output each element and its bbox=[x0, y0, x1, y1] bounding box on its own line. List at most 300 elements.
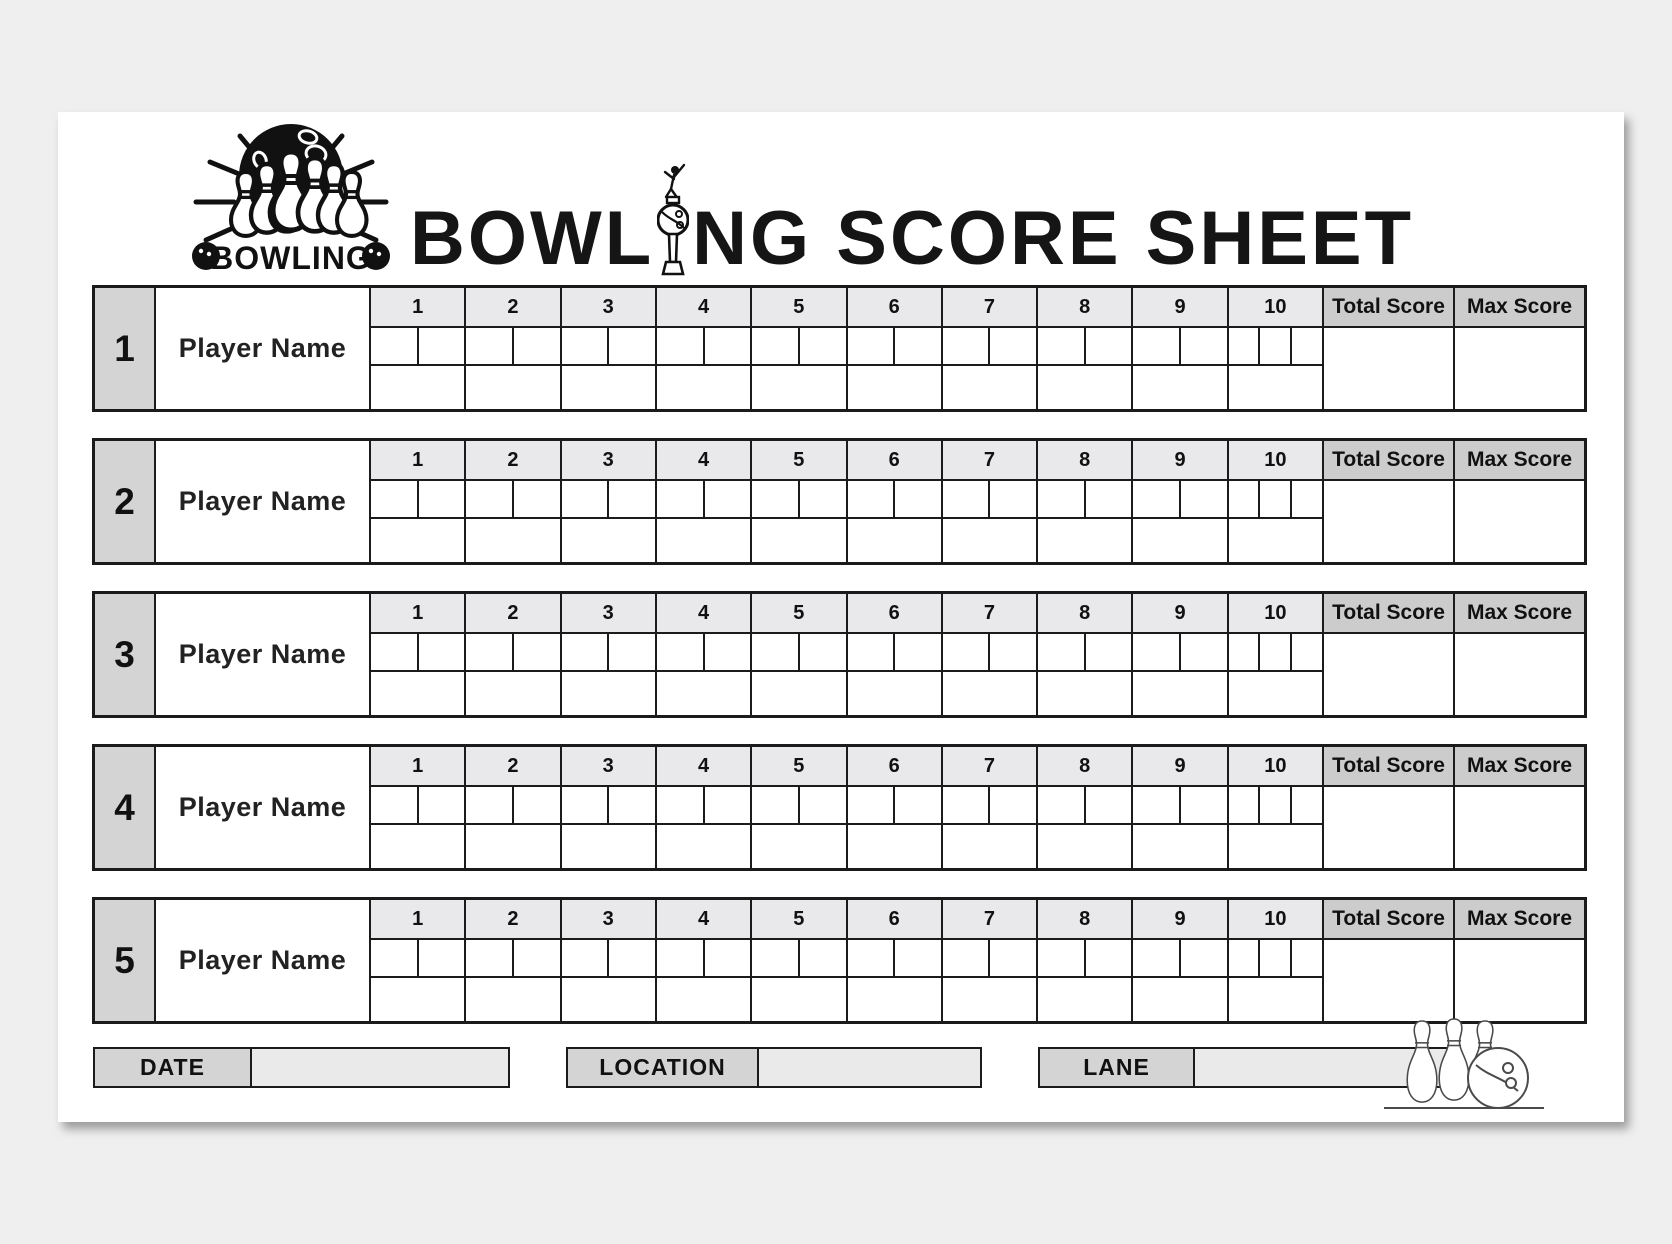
frame-ball-boxes bbox=[1038, 634, 1133, 672]
ball-score-box[interactable] bbox=[1181, 787, 1227, 823]
frame-header: 8 bbox=[1038, 288, 1133, 328]
ball-score-box[interactable] bbox=[609, 787, 655, 823]
title-part1: BOWL bbox=[410, 196, 655, 281]
pins-and-ball-art bbox=[1380, 1015, 1550, 1120]
total-score-cell[interactable] bbox=[1324, 481, 1455, 562]
frame-total-box[interactable] bbox=[1038, 672, 1133, 715]
ball-score-box[interactable] bbox=[1086, 787, 1132, 823]
frame-total-box[interactable] bbox=[657, 519, 752, 562]
ball-score-box[interactable] bbox=[371, 940, 419, 976]
frame-total-box[interactable] bbox=[752, 366, 847, 409]
frame-header: 10 bbox=[1229, 747, 1324, 787]
frame-total-box[interactable] bbox=[657, 825, 752, 868]
frame-ball-boxes bbox=[657, 481, 752, 519]
score-sheet-page bbox=[58, 112, 1624, 1122]
total-score-cell[interactable] bbox=[1324, 328, 1455, 409]
ball-score-box[interactable] bbox=[943, 787, 991, 823]
ball-score-box[interactable] bbox=[895, 328, 941, 364]
frame-header: 1 bbox=[371, 747, 466, 787]
frame-header: 6 bbox=[848, 900, 943, 940]
ball-score-box[interactable] bbox=[848, 787, 896, 823]
ball-score-box[interactable] bbox=[1181, 481, 1227, 517]
frame-ball-boxes bbox=[1229, 481, 1324, 519]
ball-score-box[interactable] bbox=[514, 940, 560, 976]
ball-score-box[interactable] bbox=[514, 481, 560, 517]
frame-total-box[interactable] bbox=[752, 519, 847, 562]
frame-header: 1 bbox=[371, 594, 466, 634]
frame-total-box[interactable] bbox=[657, 978, 752, 1021]
bowling-logo-graphic bbox=[182, 114, 400, 276]
frame-ball-boxes bbox=[1038, 328, 1133, 366]
frame-ball-boxes bbox=[752, 328, 847, 366]
ball-score-box[interactable] bbox=[1086, 634, 1132, 670]
ball-score-box[interactable] bbox=[1260, 940, 1292, 976]
max-score-header: Max Score bbox=[1455, 900, 1584, 940]
frame-header: 2 bbox=[466, 441, 561, 481]
frame-header: 3 bbox=[562, 900, 657, 940]
frame-header: 10 bbox=[1229, 441, 1324, 481]
ball-score-box[interactable] bbox=[1260, 328, 1292, 364]
frame-header: 4 bbox=[657, 594, 752, 634]
ball-score-box[interactable] bbox=[419, 787, 465, 823]
frame-ball-boxes bbox=[657, 634, 752, 672]
frame-total-box[interactable] bbox=[371, 366, 466, 409]
ball-score-box[interactable] bbox=[1133, 328, 1181, 364]
player-name-cell[interactable]: Player Name bbox=[156, 288, 371, 409]
ball-score-box[interactable] bbox=[1292, 787, 1322, 823]
frame-total-box[interactable] bbox=[1229, 978, 1324, 1021]
page-title bbox=[410, 164, 1414, 282]
logo-text: BOWLING bbox=[210, 240, 372, 276]
ball-score-box[interactable] bbox=[705, 940, 751, 976]
player-name-cell[interactable]: Player Name bbox=[156, 441, 371, 562]
frame-header: 6 bbox=[848, 747, 943, 787]
frame-total-box[interactable] bbox=[657, 672, 752, 715]
ball-score-box[interactable] bbox=[1229, 787, 1261, 823]
ball-score-box[interactable] bbox=[848, 328, 896, 364]
ball-score-box[interactable] bbox=[1181, 940, 1227, 976]
frame-ball-boxes bbox=[848, 328, 943, 366]
ball-score-box[interactable] bbox=[1038, 634, 1086, 670]
frame-ball-boxes bbox=[848, 940, 943, 978]
max-score-cell[interactable] bbox=[1455, 787, 1584, 868]
ball-score-box[interactable] bbox=[657, 328, 705, 364]
frame-ball-boxes bbox=[1038, 787, 1133, 825]
frame-total-box[interactable] bbox=[1229, 672, 1324, 715]
ball-score-box[interactable] bbox=[419, 634, 465, 670]
ball-score-box[interactable] bbox=[705, 787, 751, 823]
frame-total-box[interactable] bbox=[752, 672, 847, 715]
ball-score-box[interactable] bbox=[800, 787, 846, 823]
frame-total-box[interactable] bbox=[943, 366, 1038, 409]
frame-total-box[interactable] bbox=[943, 519, 1038, 562]
ball-score-box[interactable] bbox=[1292, 328, 1322, 364]
frame-total-box[interactable] bbox=[943, 672, 1038, 715]
ball-score-box[interactable] bbox=[705, 634, 751, 670]
frame-ball-boxes bbox=[466, 634, 561, 672]
ball-score-box[interactable] bbox=[514, 634, 560, 670]
frame-total-box[interactable] bbox=[466, 672, 561, 715]
frame-header: 2 bbox=[466, 288, 561, 328]
frame-header: 9 bbox=[1133, 594, 1228, 634]
ball-score-box[interactable] bbox=[466, 328, 514, 364]
frame-ball-boxes bbox=[466, 328, 561, 366]
ball-score-box[interactable] bbox=[609, 940, 655, 976]
frame-ball-boxes bbox=[562, 940, 657, 978]
player-score-block bbox=[92, 285, 1587, 412]
ball-score-box[interactable] bbox=[990, 634, 1036, 670]
frame-ball-boxes bbox=[1133, 481, 1228, 519]
max-score-header: Max Score bbox=[1455, 594, 1584, 634]
total-score-header: Total Score bbox=[1324, 594, 1455, 634]
frame-ball-boxes bbox=[562, 328, 657, 366]
frame-total-box[interactable] bbox=[848, 519, 943, 562]
ball-score-box[interactable] bbox=[1260, 481, 1292, 517]
frame-total-box[interactable] bbox=[562, 825, 657, 868]
frame-ball-boxes bbox=[943, 787, 1038, 825]
frame-total-box[interactable] bbox=[1038, 825, 1133, 868]
date-input[interactable] bbox=[252, 1049, 508, 1086]
frame-ball-boxes bbox=[752, 940, 847, 978]
frame-header: 8 bbox=[1038, 900, 1133, 940]
frame-ball-boxes bbox=[848, 787, 943, 825]
ball-score-box[interactable] bbox=[1038, 940, 1086, 976]
frame-header: 2 bbox=[466, 900, 561, 940]
ball-score-box[interactable] bbox=[466, 940, 514, 976]
ball-score-box[interactable] bbox=[1260, 634, 1292, 670]
frame-ball-boxes bbox=[1133, 940, 1228, 978]
frame-total-box[interactable] bbox=[1038, 519, 1133, 562]
frame-ball-boxes bbox=[562, 787, 657, 825]
ball-score-box[interactable] bbox=[1038, 328, 1086, 364]
max-score-cell[interactable] bbox=[1455, 634, 1584, 715]
ball-score-box[interactable] bbox=[371, 787, 419, 823]
ball-score-box[interactable] bbox=[1038, 787, 1086, 823]
player-number: 5 bbox=[95, 900, 156, 1021]
frame-header: 7 bbox=[943, 594, 1038, 634]
ball-score-box[interactable] bbox=[990, 787, 1036, 823]
frame-header: 5 bbox=[752, 441, 847, 481]
frame-ball-boxes bbox=[943, 481, 1038, 519]
title-part2: NG SCORE SHEET bbox=[692, 196, 1415, 281]
frame-ball-boxes bbox=[943, 940, 1038, 978]
frame-ball-boxes bbox=[1229, 787, 1324, 825]
ball-score-box[interactable] bbox=[609, 634, 655, 670]
frame-ball-boxes bbox=[657, 787, 752, 825]
frame-total-box[interactable] bbox=[1133, 672, 1228, 715]
ball-score-box[interactable] bbox=[1133, 481, 1181, 517]
frame-total-box[interactable] bbox=[1133, 519, 1228, 562]
location-input[interactable] bbox=[759, 1049, 980, 1086]
ball-score-box[interactable] bbox=[752, 328, 800, 364]
frame-total-box[interactable] bbox=[848, 366, 943, 409]
frame-total-box[interactable] bbox=[1038, 978, 1133, 1021]
ball-score-box[interactable] bbox=[990, 481, 1036, 517]
ball-score-box[interactable] bbox=[943, 481, 991, 517]
ball-score-box[interactable] bbox=[1292, 634, 1322, 670]
ball-score-box[interactable] bbox=[1229, 634, 1261, 670]
max-score-cell[interactable] bbox=[1455, 328, 1584, 409]
total-score-cell[interactable] bbox=[1324, 787, 1455, 868]
ball-score-box[interactable] bbox=[657, 940, 705, 976]
frame-header: 5 bbox=[752, 288, 847, 328]
ball-score-box[interactable] bbox=[705, 481, 751, 517]
frame-header: 10 bbox=[1229, 900, 1324, 940]
ball-score-box[interactable] bbox=[752, 787, 800, 823]
ball-score-box[interactable] bbox=[800, 940, 846, 976]
frame-ball-boxes bbox=[1133, 634, 1228, 672]
location-label: LOCATION bbox=[568, 1049, 759, 1086]
frame-total-box[interactable] bbox=[371, 825, 466, 868]
ball-score-box[interactable] bbox=[562, 787, 610, 823]
ball-score-box[interactable] bbox=[562, 481, 610, 517]
frame-ball-boxes bbox=[848, 634, 943, 672]
frame-total-box[interactable] bbox=[1133, 978, 1228, 1021]
frame-header: 3 bbox=[562, 747, 657, 787]
frame-header: 9 bbox=[1133, 900, 1228, 940]
frame-ball-boxes bbox=[848, 481, 943, 519]
frame-header: 9 bbox=[1133, 441, 1228, 481]
ball-score-box[interactable] bbox=[800, 634, 846, 670]
ball-score-box[interactable] bbox=[752, 481, 800, 517]
player-number: 1 bbox=[95, 288, 156, 409]
frame-ball-boxes bbox=[371, 634, 466, 672]
frame-total-box[interactable] bbox=[466, 825, 561, 868]
ball-score-box[interactable] bbox=[514, 328, 560, 364]
lane-label: LANE bbox=[1040, 1049, 1195, 1086]
ball-score-box[interactable] bbox=[800, 481, 846, 517]
ball-score-box[interactable] bbox=[848, 481, 896, 517]
frame-total-box[interactable] bbox=[562, 366, 657, 409]
frame-header: 4 bbox=[657, 441, 752, 481]
frame-header: 10 bbox=[1229, 594, 1324, 634]
frame-total-box[interactable] bbox=[752, 825, 847, 868]
frame-header: 8 bbox=[1038, 747, 1133, 787]
frame-ball-boxes bbox=[562, 634, 657, 672]
ball-score-box[interactable] bbox=[943, 328, 991, 364]
frame-ball-boxes bbox=[1133, 787, 1228, 825]
frame-ball-boxes bbox=[466, 940, 561, 978]
ball-score-box[interactable] bbox=[848, 634, 896, 670]
location-field bbox=[566, 1047, 982, 1088]
ball-score-box[interactable] bbox=[848, 940, 896, 976]
player-name-cell[interactable]: Player Name bbox=[156, 594, 371, 715]
ball-score-box[interactable] bbox=[1133, 634, 1181, 670]
ball-score-box[interactable] bbox=[943, 634, 991, 670]
frame-ball-boxes bbox=[1229, 328, 1324, 366]
ball-score-box[interactable] bbox=[1292, 481, 1322, 517]
frame-header: 7 bbox=[943, 747, 1038, 787]
total-score-header: Total Score bbox=[1324, 288, 1455, 328]
ball-score-box[interactable] bbox=[657, 634, 705, 670]
ball-score-box[interactable] bbox=[657, 787, 705, 823]
ball-score-box[interactable] bbox=[514, 787, 560, 823]
ball-score-box[interactable] bbox=[895, 481, 941, 517]
ball-score-box[interactable] bbox=[1181, 634, 1227, 670]
frame-ball-boxes bbox=[1229, 634, 1324, 672]
max-score-cell[interactable] bbox=[1455, 940, 1584, 1021]
frame-ball-boxes bbox=[943, 328, 1038, 366]
total-score-cell[interactable] bbox=[1324, 634, 1455, 715]
ball-score-box[interactable] bbox=[1229, 328, 1261, 364]
ball-score-box[interactable] bbox=[1181, 328, 1227, 364]
frame-total-box[interactable] bbox=[466, 366, 561, 409]
ball-score-box[interactable] bbox=[800, 328, 846, 364]
frame-header: 9 bbox=[1133, 288, 1228, 328]
frame-total-box[interactable] bbox=[848, 672, 943, 715]
frame-ball-boxes bbox=[466, 787, 561, 825]
player-score-block bbox=[92, 591, 1587, 718]
frame-header: 8 bbox=[1038, 594, 1133, 634]
ball-score-box[interactable] bbox=[1260, 787, 1292, 823]
frame-total-box[interactable] bbox=[562, 978, 657, 1021]
frame-header: 3 bbox=[562, 594, 657, 634]
ball-score-box[interactable] bbox=[943, 940, 991, 976]
ball-score-box[interactable] bbox=[562, 940, 610, 976]
player-number: 3 bbox=[95, 594, 156, 715]
frame-ball-boxes bbox=[943, 634, 1038, 672]
player-score-block bbox=[92, 438, 1587, 565]
frame-total-box[interactable] bbox=[562, 672, 657, 715]
pins-and-ball-icon bbox=[1380, 1015, 1550, 1115]
frame-total-box[interactable] bbox=[1038, 366, 1133, 409]
player-score-block bbox=[92, 744, 1587, 871]
player-number: 2 bbox=[95, 441, 156, 562]
frame-header: 3 bbox=[562, 288, 657, 328]
frame-total-box[interactable] bbox=[371, 672, 466, 715]
player-number: 4 bbox=[95, 747, 156, 868]
ball-score-box[interactable] bbox=[895, 787, 941, 823]
ball-score-box[interactable] bbox=[562, 328, 610, 364]
player-score-block bbox=[92, 897, 1587, 1024]
frame-header: 7 bbox=[943, 441, 1038, 481]
ball-score-box[interactable] bbox=[1133, 787, 1181, 823]
total-score-header: Total Score bbox=[1324, 900, 1455, 940]
frame-header: 2 bbox=[466, 594, 561, 634]
total-score-cell[interactable] bbox=[1324, 940, 1455, 1021]
ball-score-box[interactable] bbox=[1229, 940, 1261, 976]
ball-score-box[interactable] bbox=[1086, 940, 1132, 976]
frame-total-box[interactable] bbox=[1133, 366, 1228, 409]
ball-score-box[interactable] bbox=[371, 481, 419, 517]
frame-header: 4 bbox=[657, 288, 752, 328]
ball-score-box[interactable] bbox=[609, 328, 655, 364]
frame-ball-boxes bbox=[1229, 940, 1324, 978]
frame-ball-boxes bbox=[1133, 328, 1228, 366]
ball-score-box[interactable] bbox=[895, 634, 941, 670]
ball-score-box[interactable] bbox=[657, 481, 705, 517]
frame-ball-boxes bbox=[1038, 481, 1133, 519]
frame-total-box[interactable] bbox=[752, 978, 847, 1021]
frame-ball-boxes bbox=[371, 940, 466, 978]
ball-score-box[interactable] bbox=[466, 481, 514, 517]
frame-header: 6 bbox=[848, 288, 943, 328]
frame-total-box[interactable] bbox=[1229, 825, 1324, 868]
ball-score-box[interactable] bbox=[371, 328, 419, 364]
ball-score-box[interactable] bbox=[990, 940, 1036, 976]
frame-ball-boxes bbox=[371, 328, 466, 366]
frame-total-box[interactable] bbox=[943, 978, 1038, 1021]
ball-score-box[interactable] bbox=[466, 634, 514, 670]
ball-score-box[interactable] bbox=[466, 787, 514, 823]
frame-ball-boxes bbox=[466, 481, 561, 519]
frame-header: 10 bbox=[1229, 288, 1324, 328]
frame-total-box[interactable] bbox=[562, 519, 657, 562]
frame-header: 1 bbox=[371, 441, 466, 481]
ball-score-box[interactable] bbox=[705, 328, 751, 364]
bowling-logo bbox=[182, 114, 400, 281]
frame-total-box[interactable] bbox=[371, 978, 466, 1021]
total-score-header: Total Score bbox=[1324, 441, 1455, 481]
ball-score-box[interactable] bbox=[1229, 481, 1261, 517]
frame-ball-boxes bbox=[562, 481, 657, 519]
frame-header: 6 bbox=[848, 594, 943, 634]
frame-total-box[interactable] bbox=[466, 978, 561, 1021]
max-score-header: Max Score bbox=[1455, 747, 1584, 787]
frame-header: 5 bbox=[752, 900, 847, 940]
frame-total-box[interactable] bbox=[466, 519, 561, 562]
ball-score-box[interactable] bbox=[895, 940, 941, 976]
date-field bbox=[93, 1047, 510, 1088]
frame-total-box[interactable] bbox=[1133, 825, 1228, 868]
frame-header: 7 bbox=[943, 288, 1038, 328]
frame-ball-boxes bbox=[371, 481, 466, 519]
frame-ball-boxes bbox=[752, 481, 847, 519]
frame-ball-boxes bbox=[752, 787, 847, 825]
frame-header: 5 bbox=[752, 594, 847, 634]
ball-score-box[interactable] bbox=[752, 940, 800, 976]
ball-score-box[interactable] bbox=[1086, 481, 1132, 517]
frame-header: 3 bbox=[562, 441, 657, 481]
frame-header: 4 bbox=[657, 900, 752, 940]
ball-score-box[interactable] bbox=[419, 328, 465, 364]
frame-total-box[interactable] bbox=[848, 825, 943, 868]
frame-total-box[interactable] bbox=[943, 825, 1038, 868]
date-label: DATE bbox=[95, 1049, 252, 1086]
frame-total-box[interactable] bbox=[657, 366, 752, 409]
frame-header: 7 bbox=[943, 900, 1038, 940]
player-name-cell[interactable]: Player Name bbox=[156, 900, 371, 1021]
bowler-trophy-icon bbox=[657, 162, 689, 280]
frame-total-box[interactable] bbox=[1229, 519, 1324, 562]
frame-total-box[interactable] bbox=[371, 519, 466, 562]
ball-score-box[interactable] bbox=[990, 328, 1036, 364]
frame-header: 1 bbox=[371, 900, 466, 940]
ball-score-box[interactable] bbox=[1086, 328, 1132, 364]
ball-score-box[interactable] bbox=[562, 634, 610, 670]
ball-score-box[interactable] bbox=[752, 634, 800, 670]
ball-score-box[interactable] bbox=[371, 634, 419, 670]
ball-score-box[interactable] bbox=[609, 481, 655, 517]
frame-header: 5 bbox=[752, 747, 847, 787]
ball-score-box[interactable] bbox=[419, 481, 465, 517]
frame-ball-boxes bbox=[1038, 940, 1133, 978]
max-score-header: Max Score bbox=[1455, 441, 1584, 481]
frame-header: 2 bbox=[466, 747, 561, 787]
frame-header: 8 bbox=[1038, 441, 1133, 481]
max-score-cell[interactable] bbox=[1455, 481, 1584, 562]
frame-ball-boxes bbox=[657, 328, 752, 366]
frame-ball-boxes bbox=[371, 787, 466, 825]
ball-score-box[interactable] bbox=[419, 940, 465, 976]
player-name-cell[interactable]: Player Name bbox=[156, 747, 371, 868]
ball-score-box[interactable] bbox=[1292, 940, 1322, 976]
ball-score-box[interactable] bbox=[1038, 481, 1086, 517]
frame-total-box[interactable] bbox=[848, 978, 943, 1021]
frame-header: 9 bbox=[1133, 747, 1228, 787]
frame-total-box[interactable] bbox=[1229, 366, 1324, 409]
ball-score-box[interactable] bbox=[1133, 940, 1181, 976]
